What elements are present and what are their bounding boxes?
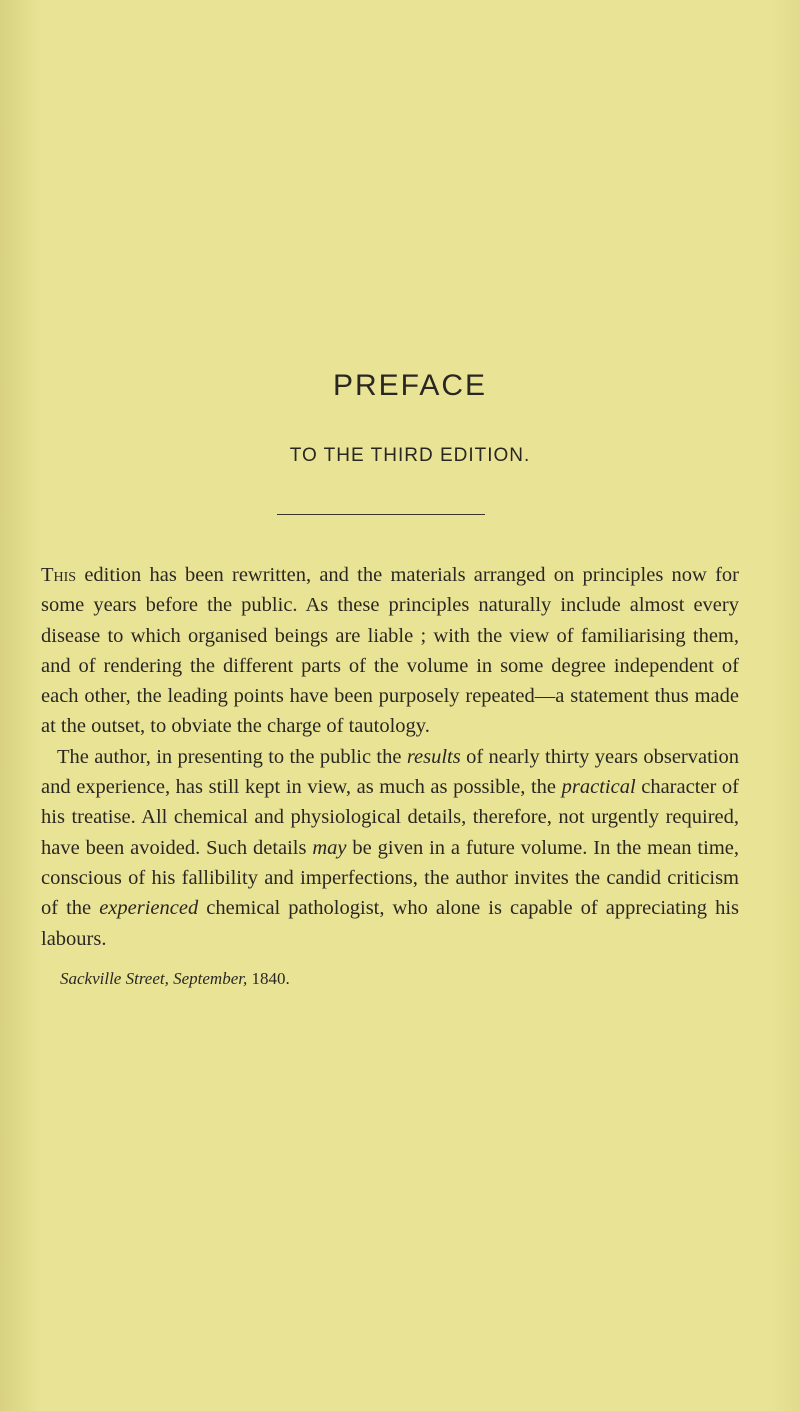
- signature-place: Sackville Street, September,: [60, 969, 248, 988]
- paragraph-2-text-1: The author, in presenting to the public the: [57, 745, 407, 768]
- emphasis-may: may: [312, 836, 347, 859]
- paragraph-2-text-5: chemical pathologist, who alone is capable of appreciating his labours.: [41, 897, 739, 950]
- paragraph-1-lead: This: [41, 564, 77, 586]
- body-text: [41, 560, 739, 954]
- emphasis-results: results: [406, 745, 461, 768]
- signature-line: [60, 968, 290, 990]
- signature-year: 1840.: [247, 969, 290, 988]
- emphasis-experienced: experienced: [99, 897, 199, 920]
- paragraph-1-text: edition has been rewritten, and the materials arranged on principles now for some years before the public. As these principles naturally include almost every disease to which organised beings are liable ; with the view of familiarising them, and of rendering the different parts of the volume in some degree independent of each other, the leading points have been purposely repeated—a statement thus made at the outset, to obviate the charge of tautology.: [41, 564, 739, 738]
- emphasis-practical: practical: [561, 776, 636, 799]
- paragraph-2-text-3: character of his treatise. All chemical and physiological details, therefore, not urgently required, have been avoided. Such details: [41, 776, 739, 859]
- page-title: PREFACE: [332, 369, 488, 402]
- divider-rule: [277, 514, 485, 515]
- page-subtitle: TO THE THIRD EDITION.: [289, 445, 531, 466]
- paragraph-2-text-2: of nearly thirty years observation and experience, has still kept in view, as much as possible, the: [41, 745, 739, 799]
- paragraph-1: [41, 560, 739, 742]
- paragraph-2: [41, 742, 739, 954]
- paragraph-2-text-4: be given in a future volume. In the mean time, conscious of his fallibility and imperfections, the author invites the candid criticism of the: [41, 836, 739, 920]
